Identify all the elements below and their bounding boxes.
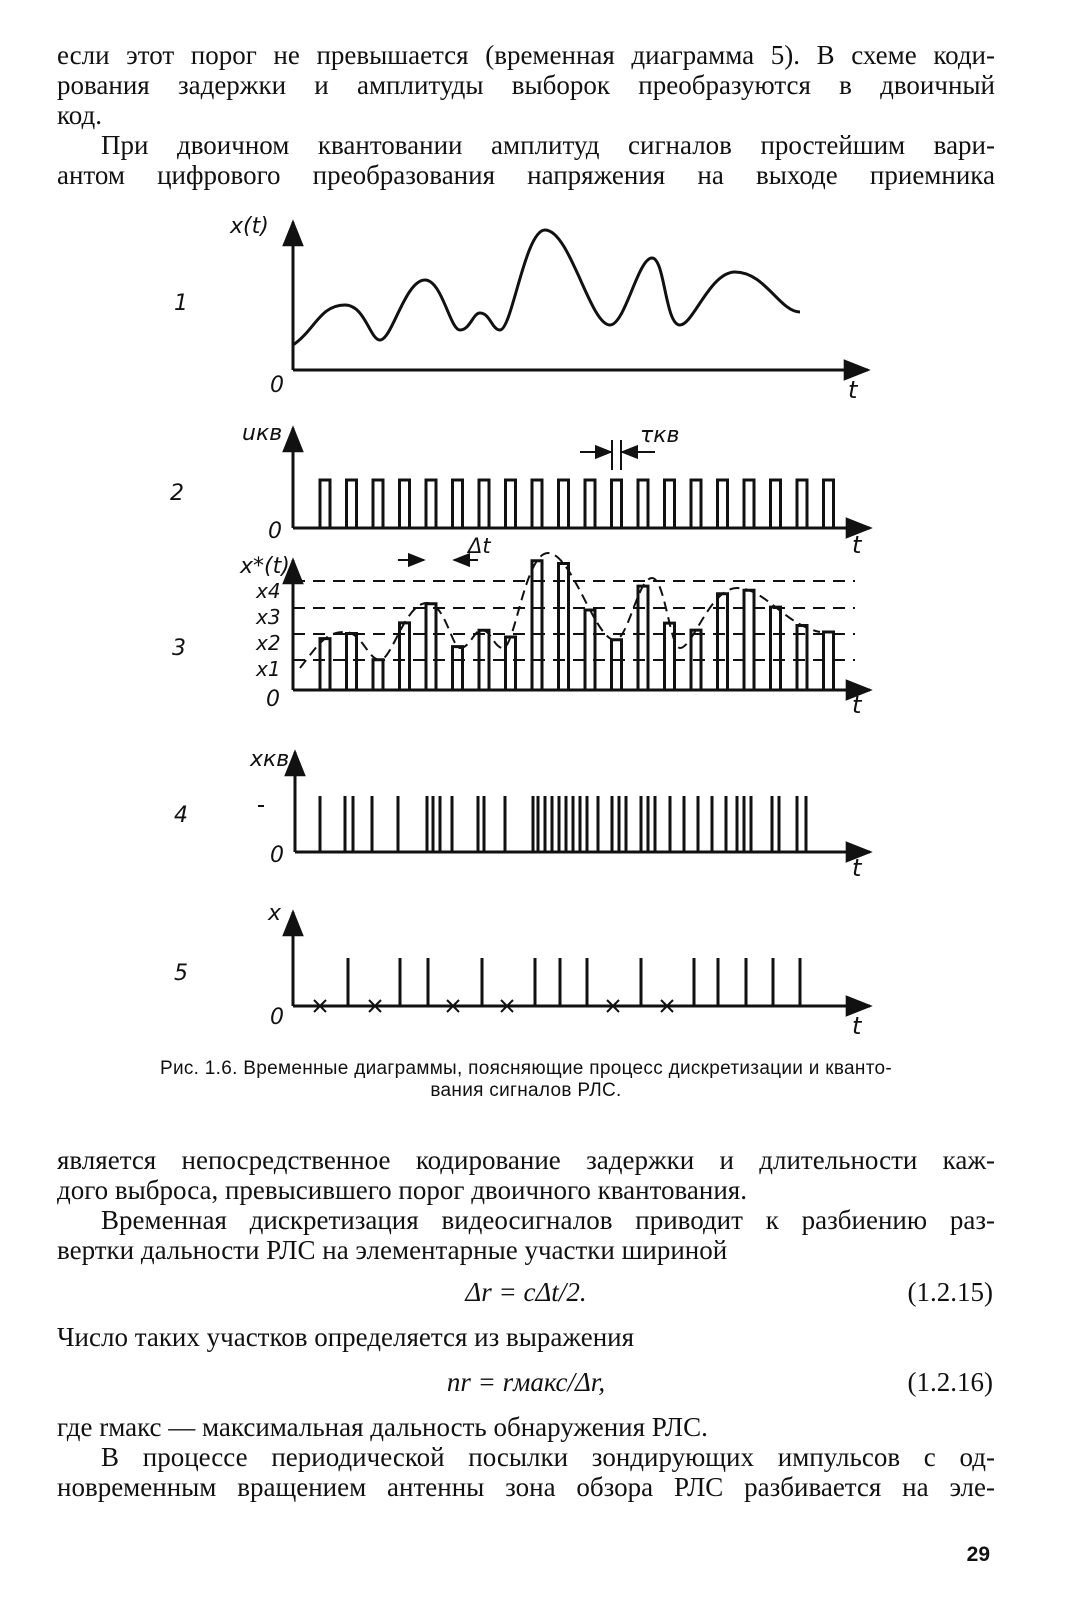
d3-y-label: x*(t) <box>240 554 290 579</box>
d2-tau-label: τкв <box>640 423 680 448</box>
equation-number: (1.2.15) <box>907 1277 993 1307</box>
sample-bar <box>320 639 330 690</box>
sample-bar <box>373 660 383 690</box>
diagram-number-5: 5 <box>174 961 188 986</box>
sample-bar <box>612 640 622 690</box>
equation-number: (1.2.16) <box>907 1367 993 1397</box>
d3-t-label: t <box>852 691 862 719</box>
paragraph-line: дого выброса, превысившего порог двоичного квантования. <box>57 1175 747 1205</box>
paragraph-line: является непосредственное кодирование задержки и длительности каж- <box>57 1145 995 1175</box>
d1-signal-curve <box>293 230 800 345</box>
paragraph-line: Число таких участков определяется из выражения <box>57 1322 635 1352</box>
paragraph-line: антом цифрового преобразования напряжения на выходе приемника <box>57 160 995 190</box>
paragraph-line: если этот порог не превышается (временная диаграмма 5). В схеме коди- <box>57 40 995 70</box>
sample-bar <box>400 623 410 690</box>
diagram-number-4: 4 <box>174 803 188 828</box>
timing-diagrams-figure <box>0 200 1068 1045</box>
sample-bar <box>638 586 648 690</box>
diagram-2-sampling-pulses <box>170 421 870 559</box>
d5-origin-label: 0 <box>270 1005 284 1030</box>
level-x1-label: x1 <box>256 657 281 681</box>
sample-bar <box>797 625 807 690</box>
sample-bar <box>771 607 781 690</box>
d4-t-label: t <box>852 854 862 882</box>
level-x2-label: x2 <box>256 631 281 655</box>
d1-t-label: t <box>848 376 858 404</box>
d4-y-label: xкв <box>250 747 290 772</box>
sample-bar <box>744 590 754 690</box>
d4-origin-label: 0 <box>270 843 284 868</box>
d2-origin-label: 0 <box>268 519 282 544</box>
sample-bar <box>559 564 569 690</box>
figure-caption-line: Рис. 1.6. Временные диаграммы, поясняющие процесс дискретизации и кванто- <box>159 1058 893 1079</box>
paragraph-line: где rмакс — максимальная дальность обнаружения РЛС. <box>57 1412 708 1442</box>
d3-delta-label: Δt <box>468 534 491 558</box>
paragraph-line: В процессе периодической посылки зондирующих импульсов с од- <box>101 1442 995 1472</box>
paragraph-line: код. <box>57 100 102 130</box>
pulse-waveform <box>293 480 840 528</box>
paragraph-line: При двоичном квантовании амплитуд сигналов простейшим вари- <box>101 130 995 160</box>
paragraph-line: Временная дискретизация видеосигналов приводит к разбиению раз- <box>101 1205 995 1235</box>
paragraph-line: рования задержки и амплитуды выборок преобразуются в двоичный <box>57 70 995 100</box>
d2-y-label: uкв <box>242 421 283 446</box>
sample-bar <box>347 633 357 690</box>
d5-threshold-spikes <box>348 958 800 1006</box>
d2-t-label: t <box>852 531 862 559</box>
page-number: 29 <box>966 1543 990 1566</box>
d4-quantized-spikes <box>320 796 806 852</box>
equation-expression: Δr = cΔt/2. <box>465 1277 587 1307</box>
d2-pulse-train <box>293 480 840 528</box>
diagram-number-3: 3 <box>172 636 186 661</box>
diagram-4-quantized-output <box>174 747 870 882</box>
sample-bar <box>585 610 595 690</box>
sample-bar <box>665 623 675 690</box>
sample-bar <box>453 647 463 690</box>
level-x3-label: x3 <box>256 605 281 629</box>
diagram-number-1: 1 <box>174 291 188 316</box>
d1-y-label: x(t) <box>230 214 269 239</box>
diagram-number-2: 2 <box>170 481 184 506</box>
equation-expression: nr = rмакс/Δr, <box>446 1367 606 1397</box>
level-x4-label: x4 <box>256 579 281 603</box>
equation-1-2-15 <box>57 1275 995 1309</box>
d1-origin-label: 0 <box>270 373 284 398</box>
diagram-5-binary-output <box>174 901 870 1040</box>
diagram-1-continuous-signal <box>174 214 868 404</box>
sample-bar <box>426 604 436 690</box>
paragraph-line: новременным вращением антенны зона обзора РЛС разбивается на эле- <box>57 1472 995 1502</box>
paragraph-line: вертки дальности РЛС на элементарные участки шириной <box>57 1235 728 1265</box>
diagram-3-sampled-signal <box>172 534 870 719</box>
sample-bar <box>824 632 834 690</box>
equation-1-2-16 <box>57 1365 995 1399</box>
d5-t-label: t <box>852 1012 862 1040</box>
d3-origin-label: 0 <box>266 687 280 712</box>
d5-y-label: x <box>268 901 282 926</box>
figure-caption-line: вания сигналов РЛС. <box>430 1080 622 1101</box>
